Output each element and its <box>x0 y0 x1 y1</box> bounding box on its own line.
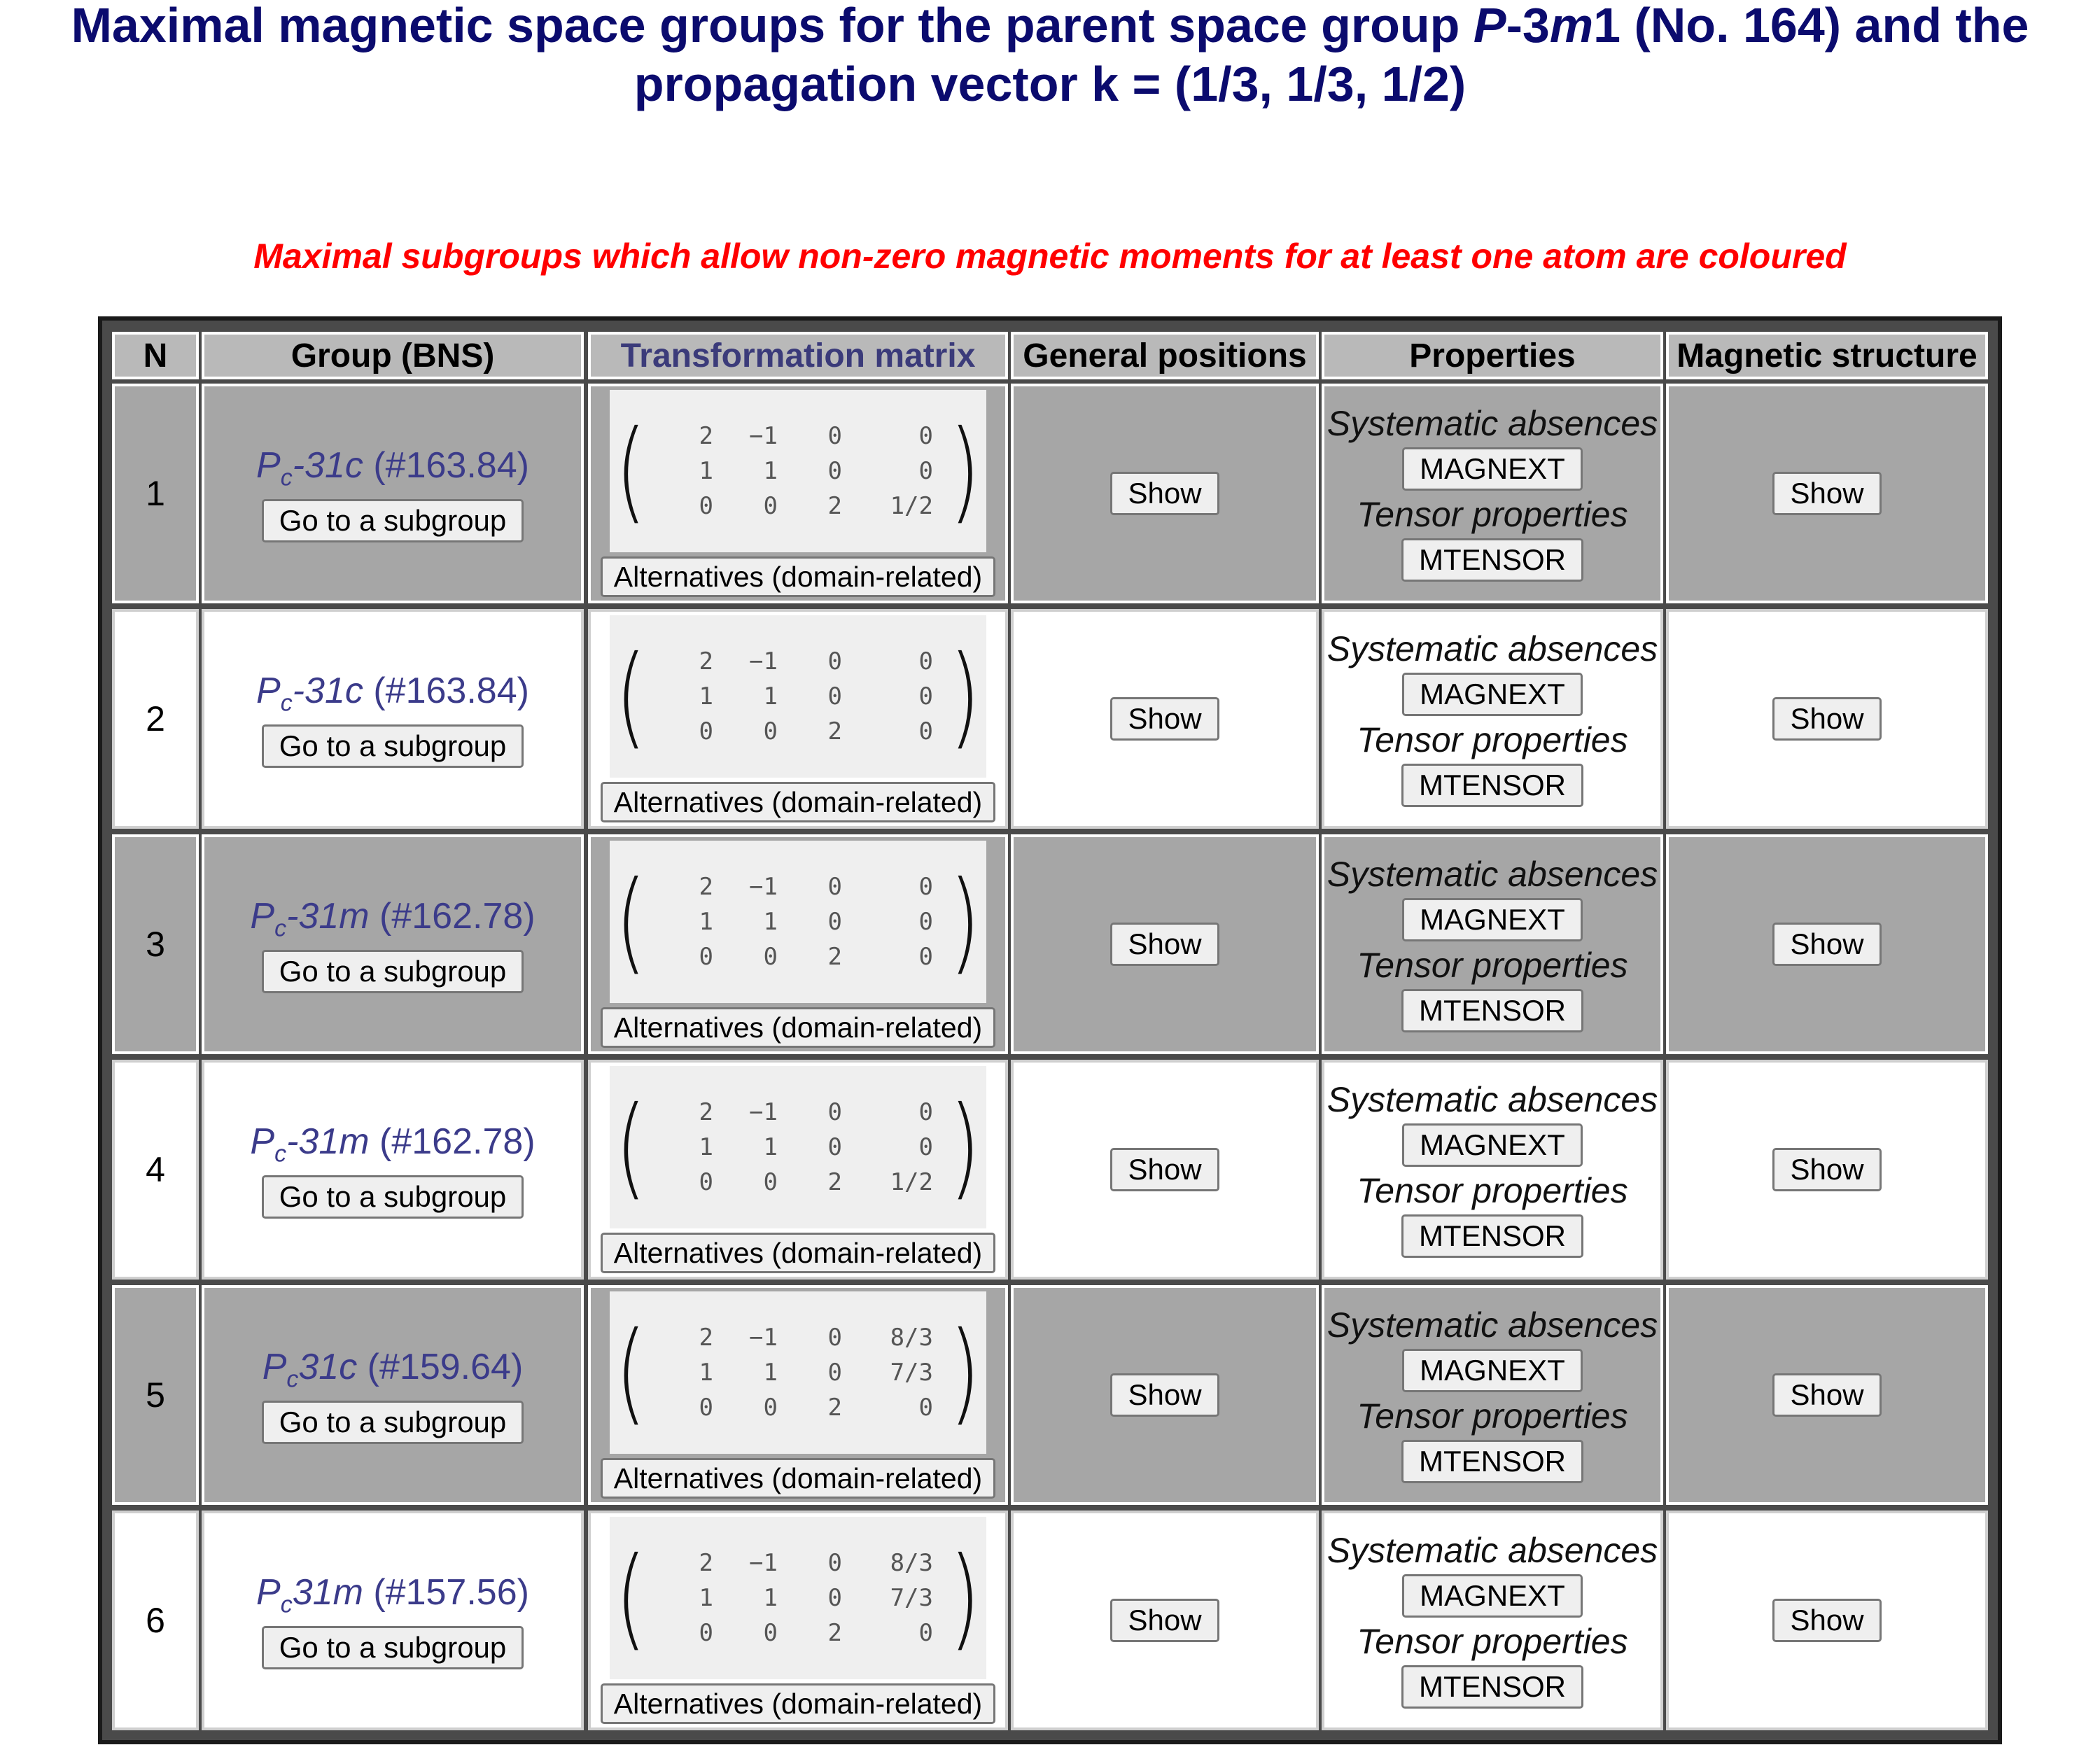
matrix-grid <box>656 419 940 523</box>
tensor-properties-label: Tensor properties <box>1357 946 1628 985</box>
transformation-matrix-cell <box>588 609 1008 829</box>
row-number: 2 <box>146 699 165 738</box>
mtensor-button[interactable]: MTENSOR <box>1401 1440 1583 1483</box>
magnetic-structure-show-button[interactable]: Show <box>1772 1148 1881 1191</box>
general-positions-show-button[interactable]: Show <box>1110 1148 1219 1191</box>
magnext-button[interactable]: MAGNEXT <box>1402 1574 1583 1618</box>
matrix-close-paren: ) <box>949 1534 981 1662</box>
matrix-entry: 0 <box>699 717 713 745</box>
magnetic-structure-show-button[interactable]: Show <box>1772 472 1881 515</box>
title-parent-p: P <box>1473 0 1506 52</box>
group-number: (#157.56) <box>363 1572 529 1613</box>
tensor-properties-label: Tensor properties <box>1357 1171 1628 1210</box>
go-to-subgroup-button[interactable]: Go to a subgroup <box>262 1175 524 1219</box>
magnetic-structure-show-button[interactable]: Show <box>1772 923 1881 966</box>
matrix-entry: 2 <box>827 717 842 745</box>
magnetic-structure-show-button[interactable]: Show <box>1772 697 1881 741</box>
row-number-cell <box>112 1511 199 1730</box>
matrix-entry: 1 <box>763 682 778 710</box>
matrix-close-paren: ) <box>949 632 981 761</box>
header-n: N <box>112 332 199 379</box>
group-cell <box>202 1285 584 1505</box>
group-cell <box>202 384 584 603</box>
general-positions-show-button[interactable]: Show <box>1110 1373 1219 1417</box>
row-number-cell <box>112 1285 199 1505</box>
general-positions-show-button[interactable]: Show <box>1110 472 1219 515</box>
group-symbol-rest: -31c <box>292 445 363 486</box>
matrix-entry: 0 <box>827 873 842 901</box>
matrix-entry: 2 <box>699 1549 713 1577</box>
mtensor-button[interactable]: MTENSOR <box>1401 989 1583 1032</box>
magnetic-structure-cell <box>1666 609 1988 829</box>
transformation-matrix <box>610 1066 986 1228</box>
systematic-absences-label: Systematic absences <box>1326 404 1658 443</box>
row-number-cell <box>112 609 199 829</box>
matrix-entry: 1 <box>699 908 713 936</box>
matrix-entry: 0 <box>827 1098 842 1126</box>
matrix-entry: 7/3 <box>890 1584 933 1612</box>
matrix-entry: 1/2 <box>890 1168 933 1196</box>
group-bns-link[interactable] <box>256 444 529 491</box>
matrix-entry: 0 <box>699 1619 713 1647</box>
matrix-entry: 0 <box>918 422 933 450</box>
systematic-absences-label: Systematic absences <box>1326 1080 1658 1119</box>
general-positions-cell <box>1011 1060 1319 1280</box>
group-symbol-subscript: c <box>280 689 293 717</box>
matrix-close-paren: ) <box>949 857 981 986</box>
matrix-entry: 2 <box>827 1619 842 1647</box>
matrix-entry: 0 <box>699 1168 713 1196</box>
group-cell <box>202 834 584 1054</box>
group-number: (#159.64) <box>357 1347 524 1388</box>
transformation-matrix <box>610 615 986 778</box>
matrix-entry: 2 <box>699 1324 713 1352</box>
row-number-cell <box>112 1060 199 1280</box>
properties-cell <box>1322 1511 1663 1730</box>
group-symbol-subscript: c <box>280 464 293 491</box>
matrix-entry: 0 <box>763 492 778 520</box>
transformation-matrix-cell <box>588 1285 1008 1505</box>
general-positions-cell <box>1011 834 1319 1054</box>
tensor-properties-label: Tensor properties <box>1357 495 1628 534</box>
title-line-1 <box>0 0 2100 55</box>
general-positions-show-button[interactable]: Show <box>1110 923 1219 966</box>
header-magnetic-structure: Magnetic structure <box>1666 332 1988 379</box>
coloured-subgroups-note: Maximal subgroups which allow non-zero magnetic moments for at least one atom are coloured <box>253 237 1847 276</box>
transformation-matrix-cell <box>588 1060 1008 1280</box>
transformation-matrix <box>610 1291 986 1454</box>
matrix-entry: 0 <box>827 908 842 936</box>
matrix-entry: 0 <box>827 422 842 450</box>
matrix-open-paren: ( <box>615 857 647 986</box>
group-cell <box>202 1060 584 1280</box>
group-symbol-p: P <box>250 1121 275 1163</box>
group-number: (#163.84) <box>363 671 529 712</box>
header-group-bns: Group (BNS) <box>202 332 584 379</box>
matrix-entry: 0 <box>918 908 933 936</box>
tensor-properties-label: Tensor properties <box>1357 720 1628 759</box>
page-title <box>0 0 2100 113</box>
mtensor-button[interactable]: MTENSOR <box>1401 1665 1583 1709</box>
properties-cell <box>1322 609 1663 829</box>
magnetic-structure-show-button[interactable]: Show <box>1772 1599 1881 1642</box>
matrix-entry: 0 <box>918 682 933 710</box>
matrix-entry: 1 <box>763 1133 778 1161</box>
general-positions-cell <box>1011 1511 1319 1730</box>
magnetic-structure-cell <box>1666 384 1988 603</box>
properties-cell <box>1322 1285 1663 1505</box>
alternatives-button[interactable]: Alternatives (domain-related) <box>601 1458 995 1499</box>
matrix-entry: 0 <box>918 647 933 675</box>
title-parent-mid: -3 <box>1506 0 1550 52</box>
systematic-absences-label: Systematic absences <box>1326 1305 1658 1345</box>
magnext-button[interactable]: MAGNEXT <box>1402 673 1583 716</box>
matrix-close-paren: ) <box>949 1083 981 1212</box>
group-symbol-rest: 31c <box>298 1347 358 1388</box>
general-positions-cell <box>1011 384 1319 603</box>
matrix-entry: 0 <box>918 1133 933 1161</box>
matrix-entry: 0 <box>827 647 842 675</box>
group-bns-link[interactable] <box>256 1571 529 1618</box>
matrix-close-paren: ) <box>949 1308 981 1437</box>
properties-cell <box>1322 834 1663 1054</box>
group-bns-link[interactable] <box>262 1346 524 1393</box>
matrix-entry: −1 <box>749 873 778 901</box>
matrix-entry: 0 <box>918 457 933 485</box>
matrix-open-paren: ( <box>615 1308 647 1437</box>
row-number-cell <box>112 834 199 1054</box>
go-to-subgroup-button[interactable]: Go to a subgroup <box>262 499 524 542</box>
mtensor-button[interactable]: MTENSOR <box>1401 764 1583 807</box>
matrix-close-paren: ) <box>949 407 981 535</box>
alternatives-button[interactable]: Alternatives (domain-related) <box>601 1233 995 1273</box>
matrix-entry: 7/3 <box>890 1359 933 1387</box>
header-transformation-matrix[interactable]: Transformation matrix <box>588 332 1008 379</box>
group-cell <box>202 609 584 829</box>
transformation-matrix-cell <box>588 1511 1008 1730</box>
tensor-properties-label: Tensor properties <box>1357 1622 1628 1661</box>
matrix-entry: 0 <box>763 717 778 745</box>
title-suffix: 1 (No. 164) and the <box>1593 0 2029 52</box>
matrix-entry: 0 <box>918 717 933 745</box>
matrix-entry: 0 <box>827 1359 842 1387</box>
matrix-entry: 8/3 <box>890 1549 933 1577</box>
group-symbol-rest: 31m <box>292 1572 363 1613</box>
group-number: (#162.78) <box>369 1121 536 1163</box>
matrix-entry: 1 <box>699 1133 713 1161</box>
systematic-absences-label: Systematic absences <box>1326 855 1658 894</box>
group-symbol-rest: -31c <box>292 671 363 712</box>
matrix-entry: 2 <box>827 943 842 971</box>
group-symbol-subscript: c <box>286 1366 299 1393</box>
systematic-absences-label: Systematic absences <box>1326 629 1658 668</box>
matrix-entry: 2 <box>827 492 842 520</box>
systematic-absences-label: Systematic absences <box>1326 1531 1658 1570</box>
transformation-matrix <box>610 841 986 1003</box>
magnetic-structure-cell <box>1666 1060 1988 1280</box>
magnext-button[interactable]: MAGNEXT <box>1402 447 1583 491</box>
matrix-entry: 0 <box>699 1394 713 1422</box>
matrix-entry: 1 <box>699 457 713 485</box>
matrix-entry: 1 <box>763 1359 778 1387</box>
row-number: 6 <box>146 1601 165 1640</box>
general-positions-show-button[interactable]: Show <box>1110 697 1219 741</box>
group-symbol-p: P <box>250 896 275 937</box>
title-prefix: Maximal magnetic space groups for the parent space group <box>71 0 1474 52</box>
magnetic-structure-show-button[interactable]: Show <box>1772 1373 1881 1417</box>
general-positions-cell <box>1011 609 1319 829</box>
matrix-entry: −1 <box>749 422 778 450</box>
matrix-entry: 1 <box>699 682 713 710</box>
matrix-entry: 1 <box>699 1359 713 1387</box>
transformation-matrix-cell <box>588 384 1008 603</box>
matrix-grid <box>656 645 940 748</box>
matrix-entry: 0 <box>699 492 713 520</box>
matrix-entry: 8/3 <box>890 1324 933 1352</box>
matrix-grid <box>656 1546 940 1650</box>
go-to-subgroup-button[interactable]: Go to a subgroup <box>262 1401 524 1444</box>
group-symbol-p: P <box>256 671 281 712</box>
magnetic-structure-cell <box>1666 1511 1988 1730</box>
matrix-entry: 0 <box>763 1619 778 1647</box>
group-symbol-p: P <box>262 1347 287 1388</box>
magnetic-structure-cell <box>1666 1285 1988 1505</box>
header-general-positions: General positions <box>1011 332 1319 379</box>
properties-cell <box>1322 1060 1663 1280</box>
group-number: (#163.84) <box>363 445 529 486</box>
matrix-entry: 1 <box>763 908 778 936</box>
transformation-matrix <box>610 1517 986 1679</box>
group-cell <box>202 1511 584 1730</box>
matrix-grid <box>656 1095 940 1199</box>
matrix-entry: 2 <box>699 873 713 901</box>
matrix-entry: 2 <box>827 1394 842 1422</box>
matrix-entry: 0 <box>763 1394 778 1422</box>
matrix-entry: −1 <box>749 647 778 675</box>
row-number: 3 <box>146 925 165 964</box>
matrix-entry: 1/2 <box>890 492 933 520</box>
alternatives-button[interactable]: Alternatives (domain-related) <box>601 782 995 822</box>
header-properties: Properties <box>1322 332 1663 379</box>
matrix-entry: 0 <box>763 943 778 971</box>
matrix-entry: 1 <box>763 1584 778 1612</box>
title-line-2: propagation vector k = (1/3, 1/3, 1/2) <box>634 57 1466 111</box>
group-symbol-p: P <box>256 1572 281 1613</box>
group-bns-link[interactable] <box>250 895 535 942</box>
general-positions-show-button[interactable]: Show <box>1110 1599 1219 1642</box>
matrix-entry: 0 <box>918 943 933 971</box>
matrix-entry: 0 <box>827 1549 842 1577</box>
group-bns-link[interactable] <box>256 670 529 717</box>
row-number-cell <box>112 384 199 603</box>
matrix-entry: 0 <box>699 943 713 971</box>
matrix-entry: 1 <box>699 1584 713 1612</box>
matrix-entry: 0 <box>763 1168 778 1196</box>
matrix-entry: 0 <box>827 457 842 485</box>
group-symbol-subscript: c <box>274 915 287 942</box>
matrix-entry: 2 <box>827 1168 842 1196</box>
matrix-entry: −1 <box>749 1098 778 1126</box>
alternatives-button[interactable]: Alternatives (domain-related) <box>601 1683 995 1724</box>
group-symbol-p: P <box>256 445 281 486</box>
properties-cell <box>1322 384 1663 603</box>
alternatives-button[interactable]: Alternatives (domain-related) <box>601 556 995 597</box>
transformation-matrix-cell <box>588 834 1008 1054</box>
matrix-entry: 2 <box>699 647 713 675</box>
magnext-button[interactable]: MAGNEXT <box>1402 1123 1583 1167</box>
matrix-open-paren: ( <box>615 1534 647 1662</box>
group-bns-link[interactable] <box>250 1121 535 1168</box>
group-symbol-subscript: c <box>274 1140 287 1168</box>
mtensor-button[interactable]: MTENSOR <box>1401 538 1583 582</box>
go-to-subgroup-button[interactable]: Go to a subgroup <box>262 1626 524 1669</box>
matrix-entry: 0 <box>827 1324 842 1352</box>
matrix-entry: 0 <box>827 1133 842 1161</box>
matrix-entry: 0 <box>918 1619 933 1647</box>
matrix-entry: 0 <box>918 1394 933 1422</box>
group-symbol-rest: -31m <box>286 896 370 937</box>
subgroups-table <box>98 316 2002 1744</box>
title-parent-m: m <box>1549 0 1594 52</box>
alternatives-button[interactable]: Alternatives (domain-related) <box>601 1007 995 1048</box>
transformation-matrix <box>610 390 986 552</box>
row-number: 4 <box>146 1150 165 1189</box>
matrix-open-paren: ( <box>615 632 647 761</box>
matrix-entry: 0 <box>827 682 842 710</box>
matrix-grid <box>656 870 940 974</box>
row-number: 1 <box>146 474 165 513</box>
row-number: 5 <box>146 1375 165 1415</box>
magnext-button[interactable]: MAGNEXT <box>1402 1349 1583 1392</box>
matrix-entry: −1 <box>749 1324 778 1352</box>
mtensor-button[interactable]: MTENSOR <box>1401 1214 1583 1258</box>
matrix-open-paren: ( <box>615 407 647 535</box>
go-to-subgroup-button[interactable]: Go to a subgroup <box>262 724 524 768</box>
group-number: (#162.78) <box>369 896 536 937</box>
general-positions-cell <box>1011 1285 1319 1505</box>
tensor-properties-label: Tensor properties <box>1357 1396 1628 1436</box>
magnext-button[interactable]: MAGNEXT <box>1402 898 1583 941</box>
group-symbol-rest: -31m <box>286 1121 370 1163</box>
matrix-entry: 2 <box>699 422 713 450</box>
magnetic-structure-cell <box>1666 834 1988 1054</box>
go-to-subgroup-button[interactable]: Go to a subgroup <box>262 950 524 993</box>
matrix-entry: 0 <box>918 1098 933 1126</box>
matrix-entry: −1 <box>749 1549 778 1577</box>
matrix-open-paren: ( <box>615 1083 647 1212</box>
group-symbol-subscript: c <box>280 1591 293 1618</box>
matrix-entry: 0 <box>827 1584 842 1612</box>
matrix-entry: 1 <box>763 457 778 485</box>
matrix-entry: 2 <box>699 1098 713 1126</box>
matrix-entry: 0 <box>918 873 933 901</box>
matrix-grid <box>656 1321 940 1424</box>
